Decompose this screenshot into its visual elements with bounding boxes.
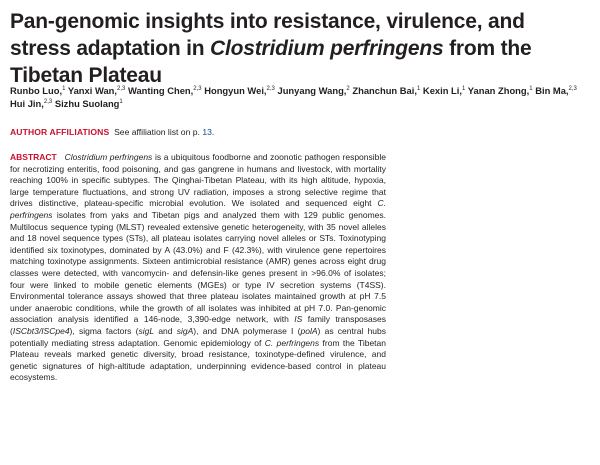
author: Bin Ma,$^{2,3}$ <box>535 85 577 96</box>
author: Yanxi Wan,$^{2,3}$ <box>67 85 126 96</box>
abstract-label: ABSTRACT <box>10 152 57 162</box>
author: Yanan Zhong,$^1$ <box>467 85 533 96</box>
affiliations-label: AUTHOR AFFILIATIONS <box>10 127 110 137</box>
author: Runbo Luo,$^1$ <box>10 85 66 96</box>
abstract-body: ABSTRACT Clostridium perfringens is a ubiquitous foodborne and zoonotic pathogen responsible for necrotizing enteritis, food poisoning, and gas gangrene in humans and livestock, with mortality reaching 100% in specific subtypes. The Qinghai-Tibetan Plateau, with its high altitude, hypoxia, large temperature fluctuations, and strong UV radiation, imposes a strong selective regime that drives distinctive, plateau-specific microbial evolution. We isolated and sequenced eight C. perfringens isolates from yaks and Tibetan pigs and analyzed them with 129 public genomes. Multilocus sequence typing (MLST) revealed extensive genetic heterogeneity, with 35 novel alleles and 18 novel sequence types (STs), all plateau isolates carrying novel alleles or STs. Toxinotyping identified six toxinotypes, dominated by A (43.0%) and F (42.3%), with virulence gene repertoires matching toxinotype assignments. Sixteen antimicrobial resistance (AMR) genes across eight drug classes were detected, with vancomycin- and defensin-like genes present in >96.0% of isolates; four were linked to mobile genetic elements (MGEs) or type IV secretion systems (T4SS). Environmental tolerance assays showed that three plateau isolates maintained growth at pH 7.5 under anaerobic conditions, while the growth of all isolates was inhibited at pH 7.0. Pan-genomic association analysis identified a 146-node, 3,390-edge network, with IS family transposases (ISCbt3/ISCpe4), sigma factors (sigL and sigA), and DNA polymerase I (polA) as central hubs potentially mediating stress adaptation. Genomic epidemiology of C. perfringens from the Tibetan Plateau reveals marked genetic diversity, broad resistance, toxinotype-defined virulence, and genetic signatures of high-altitude adaptation, underpinning evidence-based control in plateau ecosystems. <box>10 152 386 383</box>
author-list <box>10 84 585 110</box>
title-species: Clostridium perfringens <box>210 37 444 60</box>
affiliations-page-link[interactable]: 13 <box>202 127 212 137</box>
author: Wanting Chen,$^{2,3}$ <box>127 85 202 96</box>
title-text-end: from the Tibetan Plateau <box>10 37 532 87</box>
article-title <box>10 8 590 89</box>
author-affiliations: AUTHOR AFFILIATIONS See affiliation list on p. 13. <box>10 127 215 137</box>
author: Junyang Wang,$^2$ <box>277 85 350 96</box>
author: Kexin Li,$^1$ <box>422 85 466 96</box>
author: Zhanchun Bai,$^1$ <box>352 85 421 96</box>
author: Sizhu Suolang$^1$ <box>54 98 123 109</box>
title-text: Pan-genomic insights into resistance, virulence, and stress adaptation in <box>10 10 525 60</box>
author: Hongyun Wei,$^{2,3}$ <box>204 85 275 96</box>
affiliations-text: See affiliation list on p. <box>114 127 203 137</box>
author: Hui Jin,$^{2,3}$ <box>10 98 53 109</box>
